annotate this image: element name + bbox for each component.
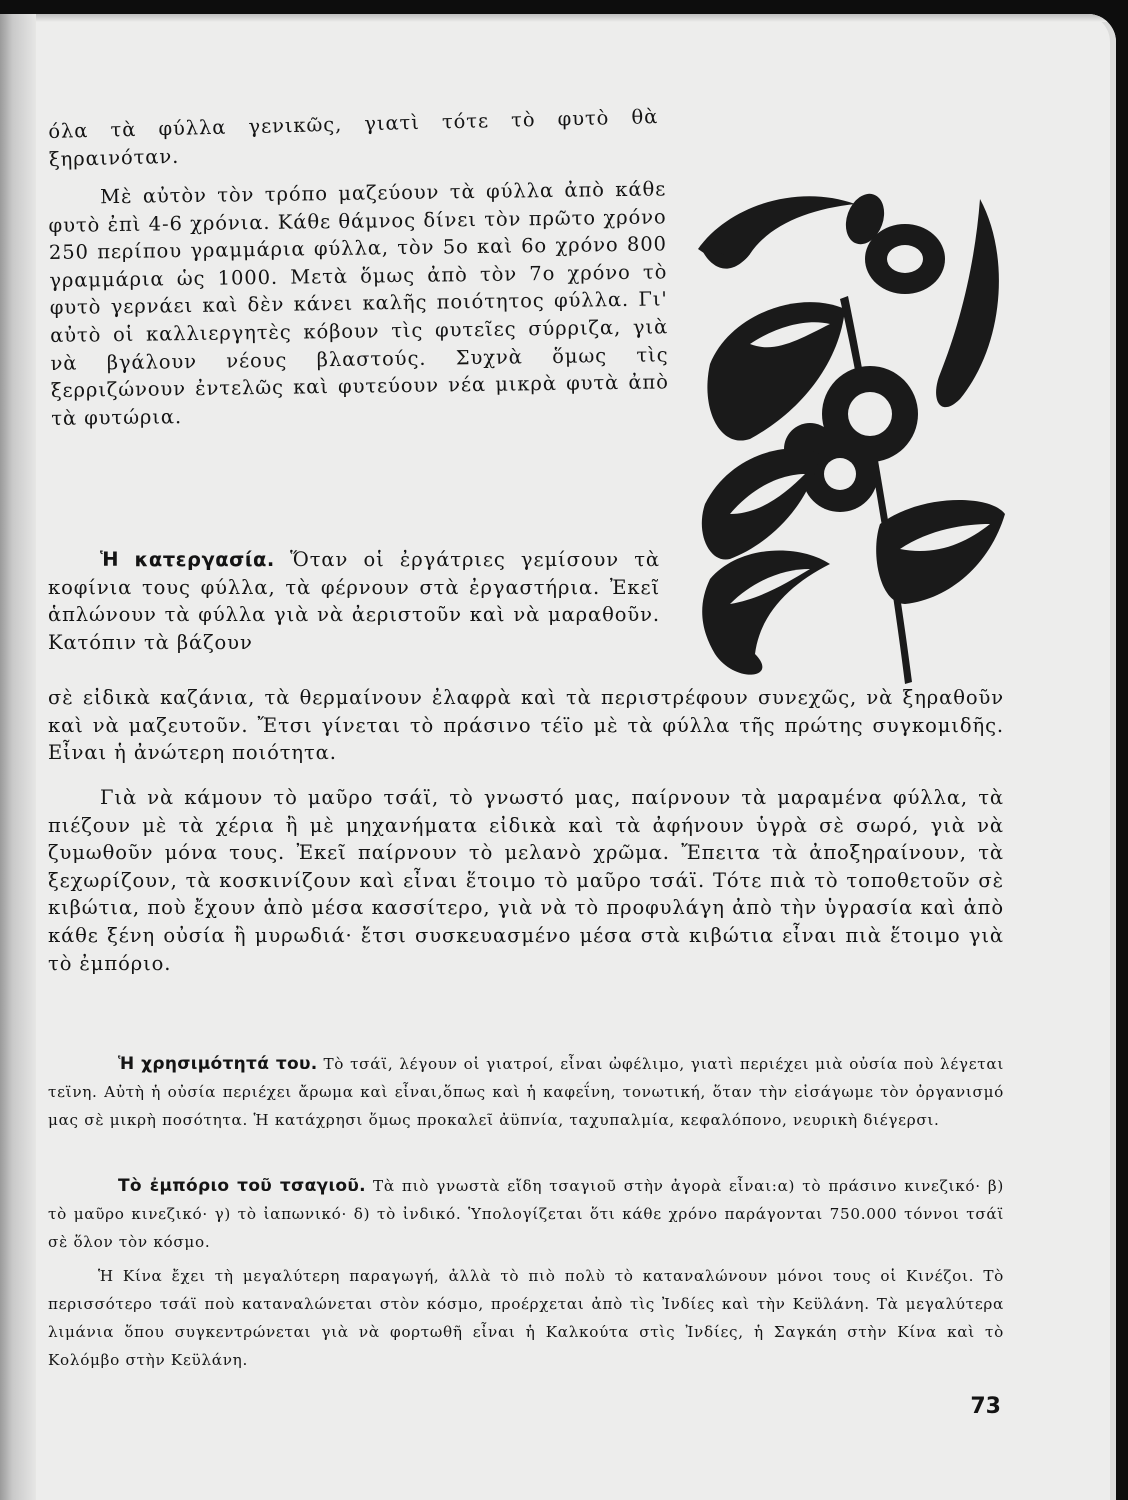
paragraph-processing-continued: σὲ εἰδικὰ καζάνια, τὰ θερμαίνουν ἐλαφρὰ καὶ τὰ περιστρέφουν συνεχῶς, νὰ ξηραθοῦν καὶ νὰ μαζευτοῦν. Ἔτσι γίνεται τὸ πράσινο τέϊο μὲ τὰ φύλλα τῆς πρώτης συγκομιδῆς. Εἶναι ἡ ἀνώτερη ποιότητα. — [48, 686, 1004, 765]
paragraph-black-tea: Γιὰ νὰ κάμουν τὸ μαῦρο τσάϊ, τὸ γνωστό μας, παίρνουν τὰ μαραμένα φύλλα, τὰ πιέζουν μὲ τὰ χέρια ἢ μὲ μηχανήματα εἰδικὰ καὶ τὰ ἀφήνουν ὑγρὰ σὲ σωρό, γιὰ νὰ ζυμωθοῦν μόνα τους. Ἐκεῖ παίρνουν τὸ μελανὸ χρῶμα. Ἔπειτα τὰ ἀποξηραίνουν, τὰ ξεχωρίζουν, τὰ κοσκινίζουν καὶ εἶναι ἕτοιμο τὸ μαῦρο τσάϊ. Τότε πιὰ τὸ τοποθετοῦν σὲ κιβώτια, ποὺ ἔχουν ἀπὸ μέσα κασσίτερο, γιὰ νὰ τὸ προφυλάγη ἀπὸ τὴν ὑγρασία καὶ ἀπὸ κάθε ξένη οὐσία ἢ μυρωδιά· ἔτσι συσκευασμένο μέσα στὰ κιβώτια εἶναι πιὰ ἕτοιμο γιὰ τὸ ἐμπόριο. — [48, 786, 1004, 975]
paragraph-usefulness — [48, 1050, 1004, 1134]
page-number: 73 — [970, 1394, 1001, 1419]
paragraph-processing — [48, 546, 660, 656]
trade-text: Τὰ πιὸ γνωστὰ εἴδη τσαγιοῦ στὴν ἀγορὰ εἶναι:α) τὸ πράσινο κινεζικό· β) τὸ μαῦρο κινεζικό· γ) τὸ ἰαπωνικό· δ) τὸ ἰνδικό. Ὑπολογίζεται ὅτι κάθε χρόνο παράγονται 750.000 τόννοι τσάϊ σὲ ὅλον τὸν κόσμο. — [48, 1177, 1004, 1251]
paragraph-trade — [48, 1172, 1004, 1256]
tea-plant-branch-illustration — [690, 184, 1010, 689]
paragraph-china-production: Ἡ Κίνα ἔχει τὴ μεγαλύτερη παραγωγή, ἀλλὰ τὸ πιὸ πολὺ τὸ καταναλώνουν μόνοι τους οἱ Κινέζοι. Τὸ περισσότερο τσάϊ ποὺ καταναλώνεται στὸν κόσμο, προέρχεται ἀπὸ τὶς Ἰνδίες καὶ τὴν Κεϋλάνη. Τὰ μεγαλύτερα λιμάνια ὅπου συγκεντρώνεται γιὰ νὰ φορτωθῆ εἶναι ἡ Καλκούτα στὶς Ἰνδίες, ἡ Σαγκάη στὴν Κίνα καὶ τὸ Κολόμβο στὴν Κεϋλάνη. — [48, 1267, 1004, 1369]
paragraph-intro-fragment: όλα τὰ φύλλα γενικῶς, γιατὶ τότε τὸ φυτὸ θὰ ξηραινόταν. — [48, 105, 659, 171]
section-heading-trade: Τὸ ἐμπόριο τοῦ τσαγιοῦ. — [118, 1176, 366, 1196]
section-heading-processing: Ἡ κατεργασία. — [100, 548, 275, 571]
book-spine-shadow — [0, 14, 36, 1500]
section-heading-usefulness: Ἡ χρησιμότητά του. — [118, 1054, 318, 1074]
book-page — [0, 14, 1116, 1500]
paragraph-harvest: Μὲ αὐτὸν τὸν τρόπο μαζεύουν τὰ φύλλα ἀπὸ κάθε φυτὸ ἐπὶ 4-6 χρόνια. Κάθε θάμνος δίνει τὸν πρῶτο χρόνο 250 περίπου γραμμάρια φύλλα, τὸν 5ο καὶ 6ο χρόνο 800 γραμμάρια ὡς 1000. Μετὰ ὅμως ἀπὸ τὸν 7ο χρόνο τὸ φυτὸ γερνάει καὶ δὲν κάνει καλῆς ποιότητος φύλλα. Γι' αὐτὸ οἱ καλλιεργητὲς κόβουν τὶς φυτεῖες σύρριζα, γιὰ νὰ βγάλουν νέους βλαστούς. Συχνὰ ὅμως τὶς ξερριζώνουν ἐντελῶς καὶ φυτεύουν νέα μικρὰ φυτὰ ἀπὸ τὰ φυτώρια. — [48, 177, 669, 430]
page-top-edge — [36, 14, 1116, 22]
usefulness-text: Τὸ τσάϊ, λέγουν οἱ γιατροί, εἶναι ὠφέλιμο, γιατὶ περιέχει μιὰ οὐσία ποὺ λέγεται τεϊνη. Αὐτὴ ἡ οὐσία περιέχει ἄρωμα καὶ εἶναι,ὅπως καὶ ἡ καφεΐνη, τονωτική, ὅταν τὴν εἰσάγωμε τὸν ὀργανισμό μας σὲ μικρὴ ποσότητα. Ἡ κατάχρησι ὅμως προκαλεῖ ἀϋπνία, ταχυπαλμία, κεφαλόπονο, νευρικὴ διέγερσι. — [48, 1055, 1004, 1129]
processing-text: Ὅταν οἱ ἐργάτριες γεμίσουν τὰ κοφίνια τους φύλλα, τὰ φέρνουν στὰ ἐργαστήρια. Ἐκεῖ ἁπλώνουν τὰ φύλλα γιὰ νὰ ἀεριστοῦν καὶ νὰ μαραθοῦν. Κατόπιν τὰ βάζουν — [48, 548, 660, 654]
